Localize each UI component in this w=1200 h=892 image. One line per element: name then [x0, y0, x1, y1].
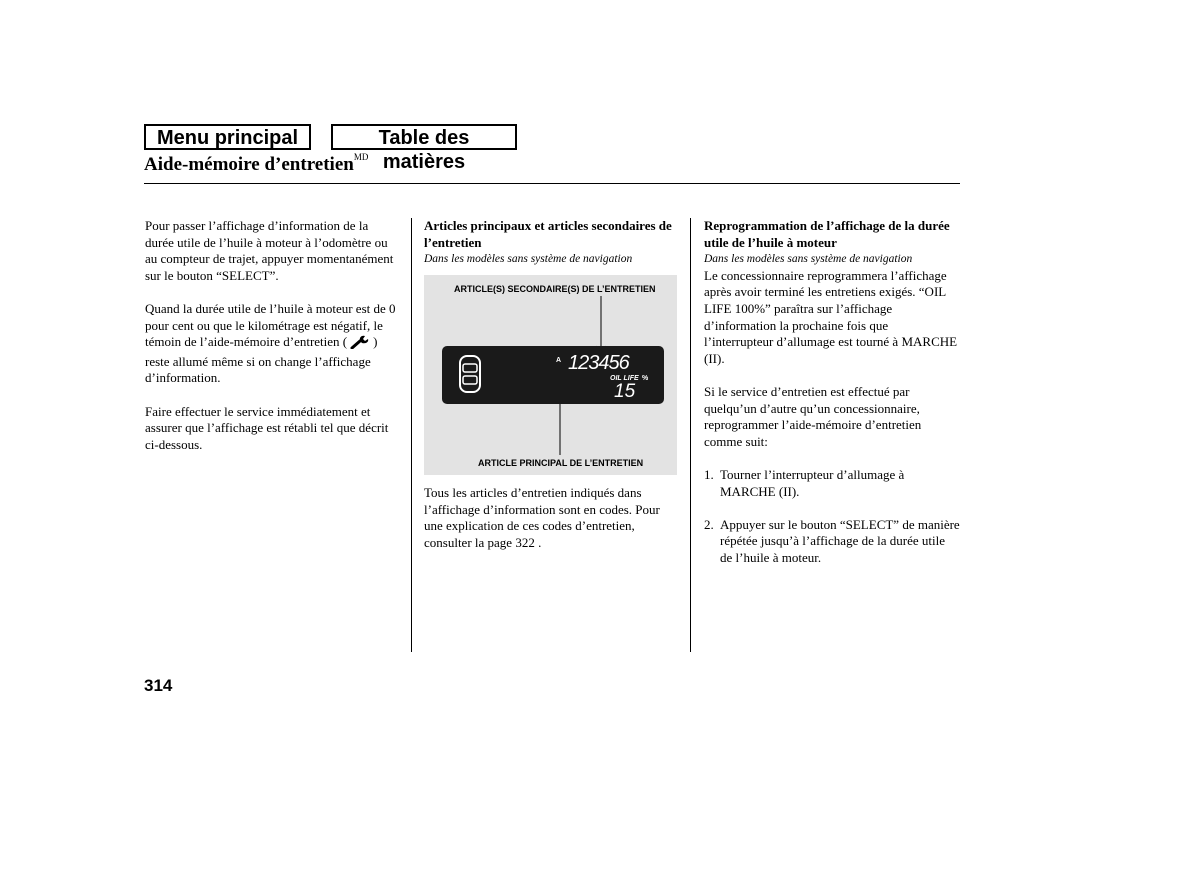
paragraph-other-service: Si le service d’entretien est effectué par quelqu’un d’autre qu’un concessionnaire, reprogrammer l’aide-mémoire d’entretien comme suit: [704, 383, 922, 449]
oil-life-unit: % [642, 375, 649, 382]
multi-information-display [442, 346, 664, 404]
paragraph-indicator-start: Quand la durée utile de l’huile à moteur est de 0 pour cent ou que le kilométrage est négatif, le témoin de l’aide-mémoire d’entretien ( [145, 300, 396, 350]
paragraph-indicator [145, 301, 398, 387]
main-item-code: A [556, 357, 562, 364]
paragraph-dealer: Le concessionnaire reprogrammera l’affichage après avoir terminé les entretiens exigés. “OIL LIFE 100%” paraîtra sur l’affichage d’information la prochaine fois que l’interrupteur d’allumage est tourné à MARCHE (II). [704, 267, 958, 366]
list-item [704, 467, 960, 500]
page-title [144, 151, 369, 176]
column-divider-2 [690, 218, 691, 652]
trademark-superscript: MD [353, 151, 369, 162]
list-number: 2. [704, 516, 714, 532]
column-3 [704, 218, 960, 566]
column-2 [424, 218, 677, 268]
paragraph-select-button: Pour passer l’affichage d’information de la durée utile de l’huile à moteur à l’odomètre ou au compteur de trajet, appuyer momentanément sur le bouton “SELECT”. [145, 218, 394, 283]
column-1 [145, 218, 398, 453]
table-of-contents-button[interactable]: Table des matières [331, 124, 517, 150]
list-number: 1. [704, 466, 714, 482]
secondary-item-label: ARTICLE(S) SECONDAIRE(S) DE L’ENTRETIEN [454, 284, 656, 294]
model-note: Dans les modèles sans système de navigation [424, 253, 633, 266]
car-icon [456, 354, 484, 399]
main-menu-button[interactable]: Menu principal [144, 124, 311, 150]
column-divider-1 [411, 218, 412, 652]
primary-item-label: ARTICLE PRINCIPAL DE L’ENTRETIEN [478, 458, 644, 468]
title-divider [144, 183, 960, 184]
model-note: Dans les modèles sans système de navigation [704, 253, 913, 266]
section-heading-maintenance-items: Articles principaux et articles secondaires de l’entretien [424, 218, 672, 250]
paragraph-service: Faire effectuer le service immédiatement et assurer que l’affichage est rétabli tel que décrit ci-dessous. [145, 403, 389, 452]
page-title-text: Aide-mémoire d’entretien [144, 154, 354, 175]
page-number: 314 [144, 676, 173, 695]
list-item [704, 517, 960, 567]
list-text: Tourner l’interrupteur d’allumage à MARCHE (II). [720, 466, 905, 499]
paragraph-indicator-end: ) reste allumé même si on change l’affichage d’information. [145, 334, 378, 386]
paragraph-codes: Tous les articles d’entretien indiqués dans l’affichage d’information sont en codes. Pour une explication de ces codes d’entretien, consulter la page 322 . [424, 485, 660, 550]
odometer-readout: 123456 [568, 352, 629, 374]
oil-life-label: OIL LIFE [610, 375, 639, 382]
info-display-figure [424, 275, 677, 475]
wrench-icon [350, 335, 370, 354]
column-2-lower [424, 485, 677, 551]
section-heading-reprogramming: Reprogrammation de l’affichage de la durée utile de l’huile à moteur [704, 218, 950, 250]
oil-life-value: 15 [614, 381, 636, 402]
list-text: Appuyer sur le bouton “SELECT” de manière répétée jusqu’à l’affichage de la durée utile de l’huile à moteur. [720, 516, 960, 565]
